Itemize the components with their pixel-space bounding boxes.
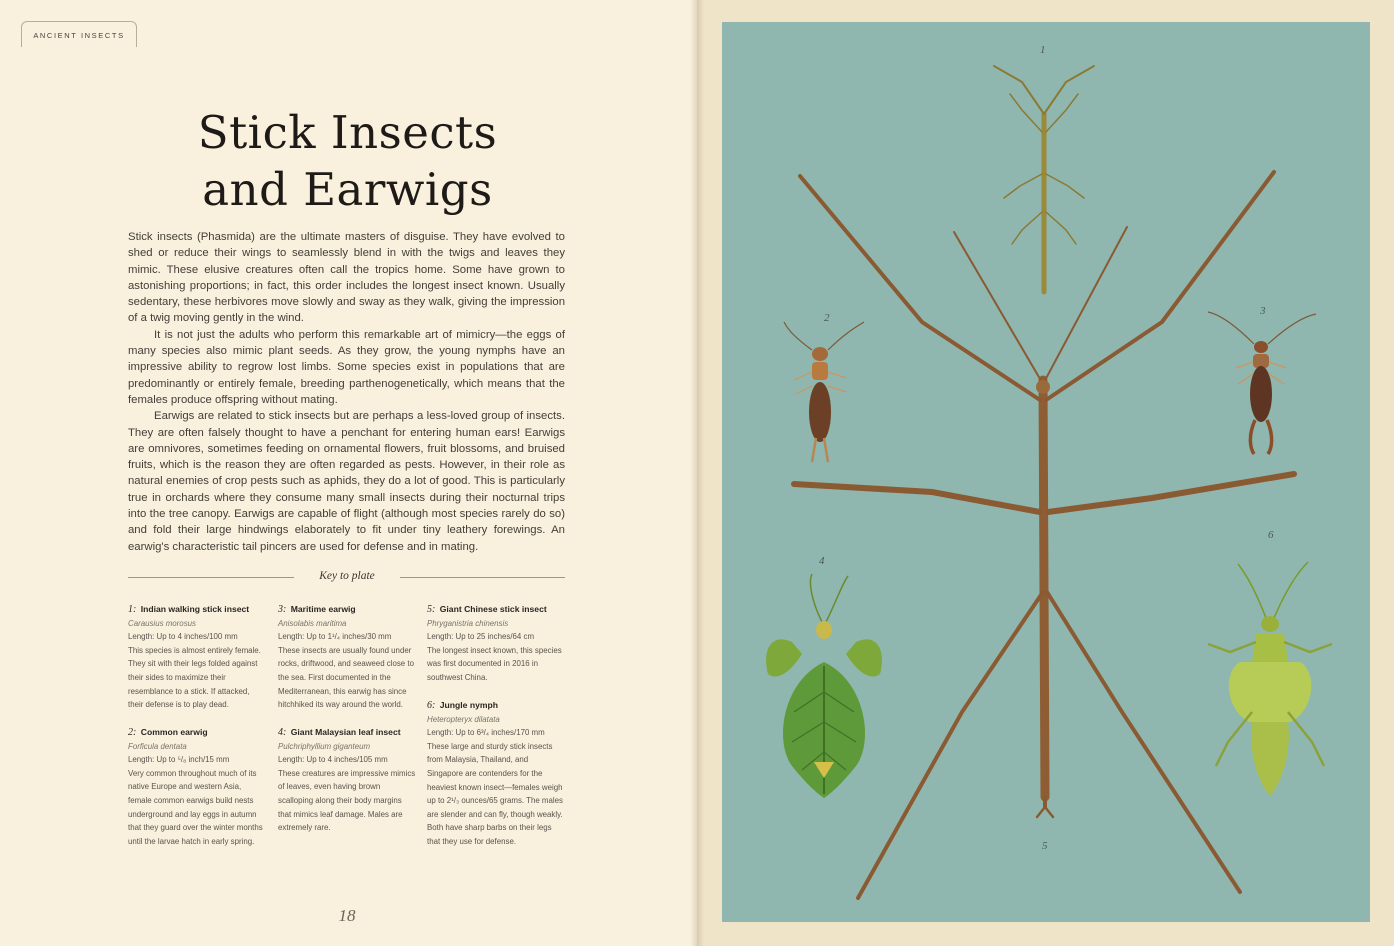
entry-heading — [128, 603, 266, 617]
illustration-plate — [722, 22, 1370, 922]
entry-scientific-name: Pulchriphyllium giganteum — [278, 741, 371, 751]
entry-scientific-name: Forficula dentata — [128, 741, 187, 751]
entry-length: Length: Up to 1¹/₄ inches/30 mm — [278, 632, 392, 642]
key-divider-right — [400, 577, 565, 578]
entry-description: This species is almost entirely female. They sit with their legs folded against their sides to maximize their resemblance to a stick. If attacked, their defense is to play dead. — [128, 645, 261, 710]
entry-description: The longest insect known, this species was first documented in 2016 in southwest China. — [427, 645, 562, 682]
entry-number: 4: — [278, 727, 287, 738]
entry-length: Length: Up to 6³/₄ inches/170 mm — [427, 728, 545, 738]
entry-description: These large and sturdy stick insects from Malaysia, Thailand, and Singapore are contenders for the heaviest known insect—females weigh up to 2¹/₃ ounces/65 grams. The males are slender and can fly, though weakly. Both have sharp barbs on their legs that they use for defense. — [427, 741, 563, 846]
entry-description: These creatures are impressive mimics of leaves, even having brown scalloping along their body margins that mimics leaf damage. Males are extremely rare. — [278, 768, 416, 833]
entry-scientific-name: Anisolabis maritima — [278, 618, 347, 628]
entry-description: These insects are usually found under rocks, driftwood, and seaweed close to the sea. First documented in the Mediterranean, this earwig has since hitchhiked its way around the world. — [278, 645, 414, 710]
entry-name: Giant Chinese stick insect — [439, 604, 547, 614]
page-fold — [690, 0, 704, 946]
paragraph-2: It is not just the adults who perform this remarkable art of mimicry—the eggs of many species also mimic plant seeds. As they grow, the young nymphs have an impressive ability to regrow lost limbs. Some species exist in populations that are predominantly or entirely female, breeding parthenogenetically, which means that the females produce offspring without mating. — [128, 328, 565, 406]
key-divider-left — [128, 577, 294, 578]
entry-number: 6: — [427, 700, 436, 711]
key-entry-2 — [128, 726, 266, 848]
key-entry-3 — [278, 603, 416, 712]
key-entry-5 — [427, 603, 565, 685]
body-text — [128, 229, 565, 555]
plate-number-3: 3 — [1260, 305, 1266, 317]
paragraph-1: Stick insects (Phasmida) are the ultimate masters of disguise. They have evolved to shed or reduce their wings to seamlessly blend in with the twigs and leaves they mimic. These elusive creatures often call the tropics home. Some have grown to astonishing proportions; in fact, this order includes the longest insect known. Usually sedentary, these herbivores move slowly and sway as they walk, giving the impression of a twig moving gently in the wind. — [128, 231, 565, 325]
jungle-nymph-drawing — [1208, 562, 1332, 796]
key-entry-1 — [128, 603, 266, 712]
plate-number-2: 2 — [824, 312, 830, 324]
entry-heading — [427, 603, 565, 617]
plate-number-5: 5 — [1042, 840, 1048, 852]
entry-name: Common earwig — [140, 727, 208, 737]
section-tab: ANCIENT INSECTS — [21, 21, 137, 47]
entry-heading — [278, 603, 416, 617]
entry-number: 5: — [427, 604, 436, 615]
plate-number-1: 1 — [1040, 44, 1046, 56]
giant-malaysian-leaf-insect-drawing — [766, 574, 882, 798]
entry-heading — [427, 699, 565, 713]
entry-name: Indian walking stick insect — [140, 604, 250, 614]
key-entry-6 — [427, 699, 565, 849]
entry-length: Length: Up to 25 inches/64 cm — [427, 632, 535, 642]
entry-name: Maritime earwig — [290, 604, 356, 614]
plate-number-6: 6 — [1268, 529, 1274, 541]
entry-length: Length: Up to ⁵/₈ inch/15 mm — [128, 755, 230, 765]
paragraph-3: Earwigs are related to stick insects but are perhaps a less-loved group of insects. They are often falsely thought to have a penchant for entering human ears! Earwigs are omnivores, sometimes feeding on ornamental flowers, fruit blossoms, and bruised fruits, which is the reason they are often regarded as pests. However, in their role as natural enemies of crop pests such as aphids, they do a lot of good. This is particularly true in orchards where they consume many small insects during their nocturnal trips into the tree canopy. Earwigs are capable of flight (although most species rarely do so) and fold their large hindwings elaborately to fit under tiny leathery forewings. An earwig's characteristic tail pincers are used for defense and in mating. — [128, 410, 565, 553]
entry-description: Very common throughout much of its native Europe and western Asia, female common earwigs build nests underground and lay eggs in autumn that they guard over the winter months until the larvae hatch in early spring. — [128, 768, 263, 846]
insect-illustrations — [722, 22, 1370, 922]
entry-number: 3: — [278, 604, 287, 615]
entry-number: 2: — [128, 727, 137, 738]
plate-number-4: 4 — [819, 555, 825, 567]
entry-number: 1: — [128, 604, 137, 615]
indian-walking-stick-insect-drawing — [994, 66, 1094, 292]
entry-scientific-name: Heteropteryx dilatata — [427, 714, 500, 724]
key-title: Key to plate — [319, 570, 375, 582]
title-line-1: Stick Insects — [197, 106, 498, 159]
title-line-2: and Earwigs — [202, 163, 493, 216]
entry-heading — [128, 726, 266, 740]
page-title — [140, 104, 555, 218]
entry-length: Length: Up to 4 inches/100 mm — [128, 632, 238, 642]
maritime-earwig-drawing — [1208, 312, 1316, 454]
key-entry-4 — [278, 726, 416, 835]
entry-heading — [278, 726, 416, 740]
common-earwig-drawing — [784, 322, 864, 462]
entry-name: Jungle nymph — [439, 700, 498, 710]
entry-length: Length: Up to 4 inches/105 mm — [278, 755, 388, 765]
page-number: 18 — [338, 906, 356, 925]
entry-scientific-name: Phryganistria chinensis — [427, 618, 509, 628]
entry-scientific-name: Carausius morosus — [128, 618, 196, 628]
entry-name: Giant Malaysian leaf insect — [290, 727, 401, 737]
